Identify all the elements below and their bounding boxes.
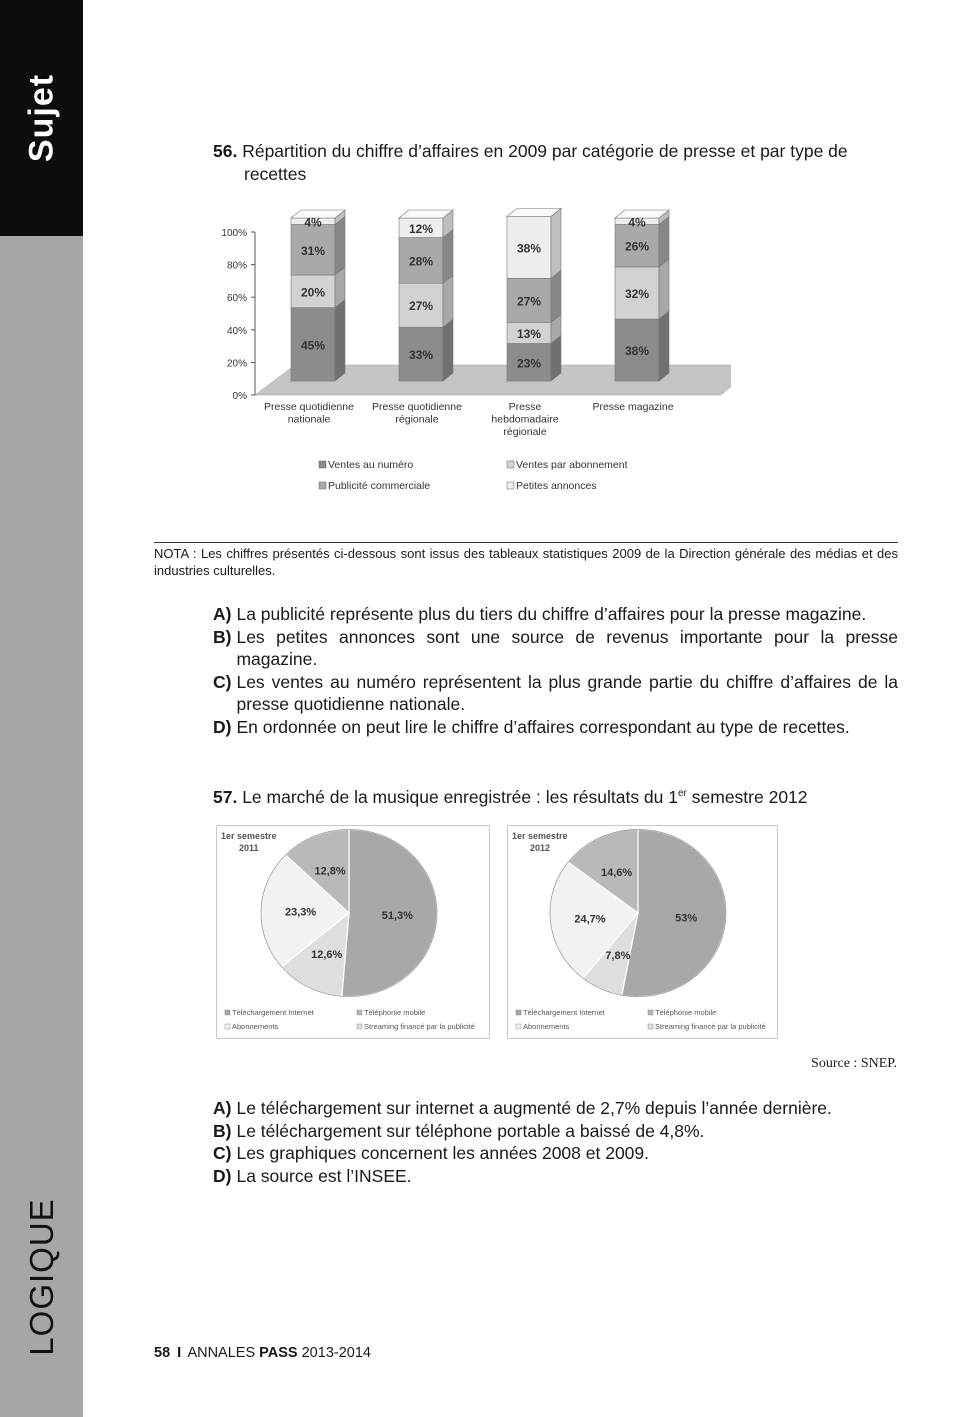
bar-segment-side: [443, 319, 453, 381]
footer-annales: ANNALES: [187, 1345, 260, 1361]
legend-label: Publicité commerciale: [328, 480, 431, 492]
pie-legend-label: Abonnements: [232, 1022, 279, 1031]
bar-segment-side: [335, 300, 345, 381]
pie-slice-label: 12,8%: [314, 865, 346, 878]
pie-legend-swatch: [648, 1010, 653, 1015]
bar-data-label: 28%: [408, 254, 434, 269]
pie-legend-label: Téléphonie mobile: [655, 1008, 717, 1017]
bar-data-label: 33%: [408, 348, 434, 363]
q56-answer-a: [213, 603, 898, 626]
q57-title-text: Le marché de la musique enregistrée : les résultats du 1: [242, 786, 678, 807]
pie-slice-label: 51,3%: [381, 909, 413, 922]
answer-label: C): [213, 671, 232, 692]
x-category-label: Presse magazine: [592, 401, 674, 413]
bar-data-label: 27%: [408, 299, 434, 314]
pie-legend-swatch: [516, 1010, 521, 1015]
pie-legend-label: Téléchargement Internet: [523, 1008, 605, 1017]
pie-chart-2011: [216, 825, 490, 1039]
q56-title: [213, 140, 903, 186]
answer-label: D): [213, 716, 232, 737]
pie-slice-label: 7,8%: [605, 949, 631, 962]
q56-nota: NOTA : Les chiffres présentés ci-dessous sont issus des tableaux statistiques 2009 de la Direction générale des médias et des industries culturelles.: [154, 542, 898, 579]
pie-legend-swatch: [516, 1024, 521, 1029]
bar-segment-side: [551, 208, 561, 278]
answer-text: En ordonnée on peut lire le chiffre d’affaires correspondant au type de recettes.: [236, 716, 850, 737]
y-tick-label: 60%: [226, 293, 247, 305]
bar-data-label: 45%: [300, 338, 326, 353]
y-tick-label: 80%: [226, 260, 247, 272]
q56-bar-chart: [213, 200, 731, 505]
sidebar-logique-label: LOGIQUE: [23, 1198, 60, 1356]
bar-segment-side: [659, 259, 669, 319]
pie-legend-label: Streaming financé par la publicité: [364, 1022, 475, 1031]
q56-answer-b: [213, 626, 898, 671]
bar-data-label: 38%: [516, 241, 542, 256]
pie-title-line1: 1er semestre: [512, 831, 568, 841]
pie-legend-swatch: [357, 1024, 362, 1029]
q57-source: Source : SNEP.: [811, 1056, 897, 1071]
sidebar-sujet-label: Sujet: [22, 73, 61, 163]
answer-label: D): [213, 1165, 232, 1186]
x-category-label: Presse: [508, 401, 542, 413]
answer-text: Les graphiques concernent les années 2008 et 2009.: [236, 1143, 650, 1163]
answer-text: Le téléchargement sur téléphone portable a baissé de 4,8%.: [236, 1120, 705, 1141]
y-tick-label: 100%: [221, 228, 247, 239]
pie-legend-label: Abonnements: [523, 1022, 570, 1031]
q57-answer-c: [213, 1142, 898, 1165]
bar-data-label: 31%: [300, 243, 326, 258]
answer-label: A): [213, 604, 232, 624]
answer-text: La source est l’INSEE.: [236, 1165, 412, 1186]
answer-text: Le téléchargement sur internet a augmenté de 2,7% depuis l’année dernière.: [236, 1098, 832, 1118]
bar-data-label: 38%: [624, 344, 650, 359]
page-footer: [154, 1345, 371, 1361]
q57-title: [213, 782, 903, 809]
bar-data-label: 12%: [408, 221, 434, 236]
bar-segment-side: [443, 275, 453, 327]
answer-text: La publicité représente plus du tiers du chiffre d’affaires pour la presse magazine.: [236, 604, 867, 624]
footer-pass: PASS: [259, 1345, 298, 1361]
answer-label: B): [213, 1120, 232, 1141]
pie-title-line2: 2011: [239, 843, 259, 853]
q57-title-end: semestre 2012: [686, 786, 808, 807]
legend-swatch: [319, 461, 326, 468]
pie-slice-label: 23,3%: [285, 906, 317, 919]
legend-label: Ventes par abonnement: [516, 459, 628, 471]
legend-swatch: [319, 482, 326, 489]
legend-swatch: [507, 482, 514, 489]
q56-title-line1: Répartition du chiffre d’affaires en 2009 par catégorie de presse et par type de: [242, 141, 848, 161]
bar-data-label: 4%: [628, 215, 646, 230]
pie-legend-label: Streaming financé par la publicité: [655, 1022, 766, 1031]
bar-data-label: 13%: [516, 326, 542, 341]
bar-data-label: 20%: [300, 285, 326, 300]
q56-title-line2: recettes: [244, 164, 307, 184]
bar-data-label: 32%: [624, 286, 650, 301]
page-number: 58: [154, 1345, 171, 1361]
q57-answer-b: [213, 1120, 898, 1143]
legend-swatch: [507, 461, 514, 468]
y-tick-label: 40%: [226, 325, 247, 337]
pie-legend-swatch: [357, 1010, 362, 1015]
bar-data-label: 4%: [304, 215, 322, 230]
pie-chart-2011-svg: [217, 826, 489, 1038]
x-category-label: Presse quotidienne: [372, 401, 462, 413]
q57-answer-a: [213, 1097, 898, 1120]
bar-data-label: 27%: [516, 294, 542, 309]
bar-data-label: 26%: [624, 239, 650, 254]
stacked-bar-chart-svg: [213, 200, 731, 505]
bar-segment-side: [551, 270, 561, 322]
bar-top-face: [507, 208, 561, 216]
x-category-label: régionale: [395, 413, 439, 426]
answer-label: A): [213, 1098, 232, 1118]
bar-segment-side: [443, 230, 453, 284]
pie-legend-label: Téléphonie mobile: [364, 1008, 426, 1017]
q57-answer-d: [213, 1165, 898, 1188]
q57-title-sup: er: [678, 788, 687, 799]
answer-text: Les petites annonces sont une source de revenus importante pour la presse magazine.: [236, 626, 898, 669]
pie-chart-2012-svg: [508, 826, 777, 1038]
q56-answer-d: [213, 716, 898, 739]
pie-legend-label: Téléchargement Internet: [232, 1008, 314, 1017]
pie-chart-2012: [507, 825, 778, 1039]
answer-text: Les ventes au numéro représentent la plus grande partie du chiffre d’affaires de la presse quotidienne nationale.: [236, 671, 898, 714]
legend-label: Ventes au numéro: [328, 459, 414, 471]
legend-label: Petites annonces: [516, 480, 597, 492]
bar-segment-side: [659, 311, 669, 381]
footer-separator: I: [177, 1345, 182, 1361]
pie-legend-swatch: [225, 1024, 230, 1029]
pie-title-line2: 2012: [530, 843, 551, 853]
x-category-label: Presse quotidienne: [264, 401, 354, 413]
footer-years: 2013-2014: [297, 1345, 371, 1361]
pie-slice-label: 24,7%: [574, 913, 606, 926]
q57-number: 57.: [213, 786, 238, 807]
x-category-label: hebdomadaire: [491, 413, 559, 426]
answer-label: C): [213, 1143, 232, 1163]
answer-label: B): [213, 626, 232, 647]
q56-answer-c: [213, 671, 898, 716]
y-tick-label: 20%: [226, 358, 247, 370]
pie-slice-label: 53%: [675, 912, 698, 925]
q57-answers: [213, 1097, 898, 1187]
q56-answers: [213, 603, 898, 738]
pie-title-line1: 1er semestre: [221, 831, 277, 841]
x-category-label: régionale: [503, 426, 547, 438]
bar-data-label: 23%: [516, 356, 542, 371]
pie-legend-swatch: [648, 1024, 653, 1029]
q56-number: 56.: [213, 141, 238, 161]
pie-slice-label: 14,6%: [600, 866, 633, 879]
pie-slice-label: 12,6%: [311, 948, 343, 961]
x-category-label: nationale: [287, 413, 331, 426]
y-tick-label: 0%: [232, 391, 247, 402]
pie-legend-swatch: [225, 1010, 230, 1015]
bar-segment-side: [659, 217, 669, 267]
bar-top-face: [399, 210, 453, 218]
bar-segment-side: [335, 217, 345, 276]
